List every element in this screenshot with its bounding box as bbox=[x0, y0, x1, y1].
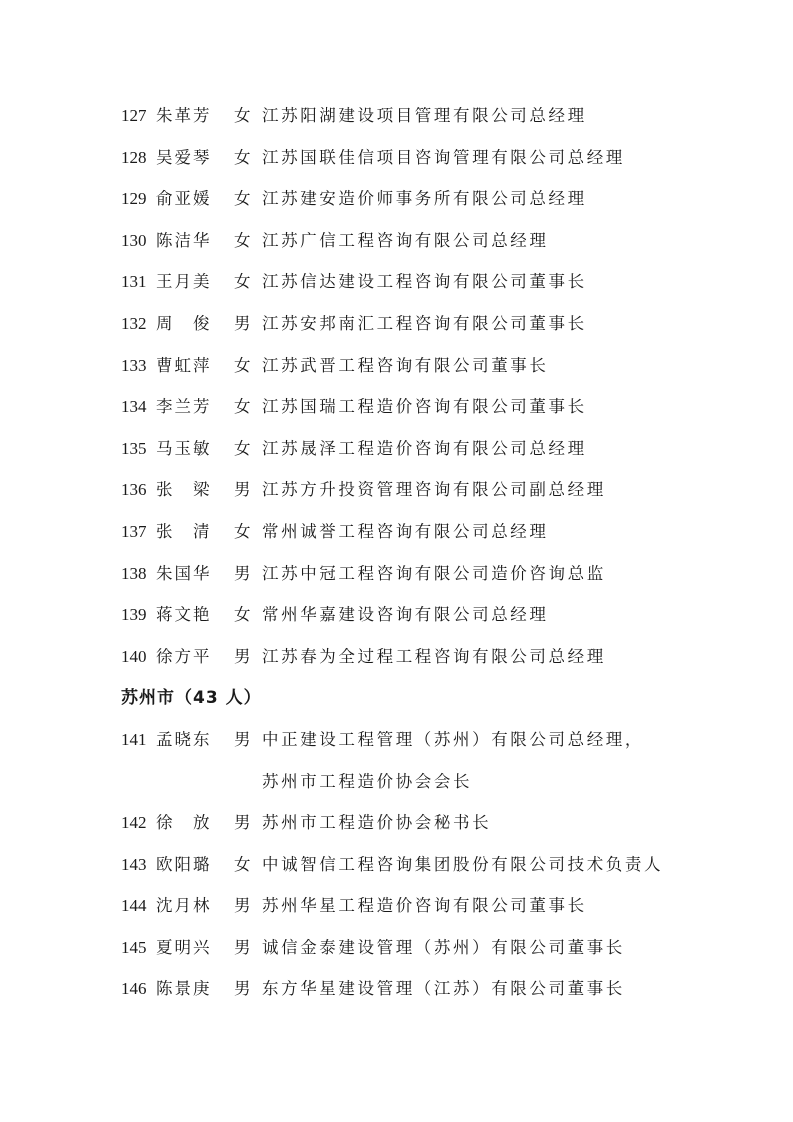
entry-title: 常州华嘉建设咨询有限公司总经理 bbox=[262, 605, 549, 625]
entry-gender: 男 bbox=[234, 563, 251, 583]
entry-title: 常州诚誉工程咨询有限公司总经理 bbox=[262, 521, 549, 541]
entry-name: 徐 放 bbox=[156, 813, 212, 833]
entry-number: 142 bbox=[121, 813, 147, 833]
list-item bbox=[121, 267, 761, 309]
entry-gender: 男 bbox=[234, 646, 251, 666]
entry-number: 146 bbox=[121, 979, 147, 999]
entry-name: 夏明兴 bbox=[156, 937, 212, 957]
entry-number: 139 bbox=[121, 605, 147, 625]
entry-title: 中正建设工程管理（苏州）有限公司总经理， bbox=[262, 729, 644, 749]
entry-title: 江苏春为全过程工程咨询有限公司总经理 bbox=[262, 646, 606, 666]
list-item-continuation bbox=[121, 767, 761, 809]
entry-gender: 男 bbox=[234, 313, 251, 333]
entry-number: 133 bbox=[121, 355, 147, 375]
entry-gender: 男 bbox=[234, 937, 251, 957]
section-heading-suzhou: 苏州市（43 人） bbox=[121, 688, 262, 709]
entry-number: 143 bbox=[121, 854, 147, 874]
entry-name: 孟晓东 bbox=[156, 729, 212, 749]
list-item bbox=[121, 309, 761, 351]
list-item bbox=[121, 351, 761, 393]
entry-gender: 女 bbox=[234, 189, 251, 209]
list-item bbox=[121, 434, 761, 476]
entry-title: 江苏方升投资管理咨询有限公司副总经理 bbox=[262, 480, 606, 500]
entry-title: 江苏广信工程咨询有限公司总经理 bbox=[262, 230, 549, 250]
entry-title: 江苏中冠工程咨询有限公司造价咨询总监 bbox=[262, 563, 606, 583]
entry-title: 江苏晟泽工程造价咨询有限公司总经理 bbox=[262, 438, 587, 458]
entry-title: 江苏武晋工程咨询有限公司董事长 bbox=[262, 355, 549, 375]
entry-number: 136 bbox=[121, 480, 147, 500]
list-item bbox=[121, 475, 761, 517]
entry-name: 吴爱琴 bbox=[156, 147, 212, 167]
list-item bbox=[121, 600, 761, 642]
entry-title-continued: 苏州市工程造价协会会长 bbox=[262, 771, 473, 791]
entry-number: 134 bbox=[121, 397, 147, 417]
entry-title: 江苏建安造价师事务所有限公司总经理 bbox=[262, 189, 587, 209]
list-item bbox=[121, 725, 761, 767]
entry-name: 周 俊 bbox=[156, 313, 212, 333]
entry-name: 欧阳璐 bbox=[156, 854, 212, 874]
entry-name: 曹虹萍 bbox=[156, 355, 212, 375]
entry-title: 江苏国瑞工程造价咨询有限公司董事长 bbox=[262, 397, 587, 417]
entry-name: 俞亚媛 bbox=[156, 189, 212, 209]
entry-name: 李兰芳 bbox=[156, 397, 212, 417]
list-item bbox=[121, 559, 761, 601]
entry-name: 陈景庚 bbox=[156, 979, 212, 999]
entry-name: 徐方平 bbox=[156, 646, 212, 666]
list-item bbox=[121, 517, 761, 559]
entry-name: 王月美 bbox=[156, 272, 212, 292]
list-item bbox=[121, 642, 761, 684]
list-item bbox=[121, 974, 761, 1016]
list-item bbox=[121, 143, 761, 185]
entry-gender: 女 bbox=[234, 397, 251, 417]
list-item bbox=[121, 392, 761, 434]
entry-number: 129 bbox=[121, 189, 147, 209]
entry-gender: 男 bbox=[234, 813, 251, 833]
list-item bbox=[121, 184, 761, 226]
entry-title: 江苏信达建设工程咨询有限公司董事长 bbox=[262, 272, 587, 292]
entry-gender: 男 bbox=[234, 896, 251, 916]
list-item bbox=[121, 850, 761, 892]
entry-number: 141 bbox=[121, 729, 147, 749]
entry-title: 苏州华星工程造价咨询有限公司董事长 bbox=[262, 896, 587, 916]
entry-number: 145 bbox=[121, 937, 147, 957]
entry-title: 东方华星建设管理（江苏）有限公司董事长 bbox=[262, 979, 625, 999]
entry-name: 朱国华 bbox=[156, 563, 212, 583]
entry-number: 137 bbox=[121, 521, 147, 541]
entry-gender: 女 bbox=[234, 230, 251, 250]
list-item bbox=[121, 226, 761, 268]
entry-number: 127 bbox=[121, 106, 147, 125]
entry-title: 诚信金泰建设管理（苏州）有限公司董事长 bbox=[262, 937, 625, 957]
entry-number: 138 bbox=[121, 563, 147, 583]
list-item bbox=[121, 933, 761, 975]
entry-name: 沈月林 bbox=[156, 896, 212, 916]
entry-name: 陈洁华 bbox=[156, 230, 212, 250]
entry-gender: 女 bbox=[234, 355, 251, 375]
entry-gender: 男 bbox=[234, 979, 251, 999]
entry-name: 朱革芳 bbox=[156, 106, 212, 125]
entry-gender: 女 bbox=[234, 521, 251, 541]
entry-gender: 女 bbox=[234, 272, 251, 292]
entry-number: 131 bbox=[121, 272, 147, 292]
entry-number: 144 bbox=[121, 896, 147, 916]
entry-number: 128 bbox=[121, 147, 147, 167]
list-item bbox=[121, 808, 761, 850]
entry-gender: 女 bbox=[234, 438, 251, 458]
entry-title: 苏州市工程造价协会秘书长 bbox=[262, 813, 492, 833]
list-item bbox=[121, 101, 761, 143]
personnel-list bbox=[121, 101, 761, 1016]
entry-name: 蒋文艳 bbox=[156, 605, 212, 625]
entry-name: 张 梁 bbox=[156, 480, 212, 500]
entry-gender: 女 bbox=[234, 147, 251, 167]
entry-number: 132 bbox=[121, 313, 147, 333]
entry-number: 135 bbox=[121, 438, 147, 458]
entry-gender: 男 bbox=[234, 729, 251, 749]
entry-gender: 女 bbox=[234, 106, 251, 125]
entry-name: 张 清 bbox=[156, 521, 212, 541]
entry-gender: 女 bbox=[234, 854, 251, 874]
entry-title: 江苏国联佳信项目咨询管理有限公司总经理 bbox=[262, 147, 625, 167]
list-item bbox=[121, 891, 761, 933]
entry-name: 马玉敏 bbox=[156, 438, 212, 458]
entry-title: 江苏阳湖建设项目管理有限公司总经理 bbox=[262, 106, 587, 125]
entry-gender: 男 bbox=[234, 480, 251, 500]
entry-gender: 女 bbox=[234, 605, 251, 625]
entry-title: 中诚智信工程咨询集团股份有限公司技术负责人 bbox=[262, 854, 664, 874]
entry-number: 130 bbox=[121, 230, 147, 250]
entry-title: 江苏安邦南汇工程咨询有限公司董事长 bbox=[262, 313, 587, 333]
entry-number: 140 bbox=[121, 646, 147, 666]
